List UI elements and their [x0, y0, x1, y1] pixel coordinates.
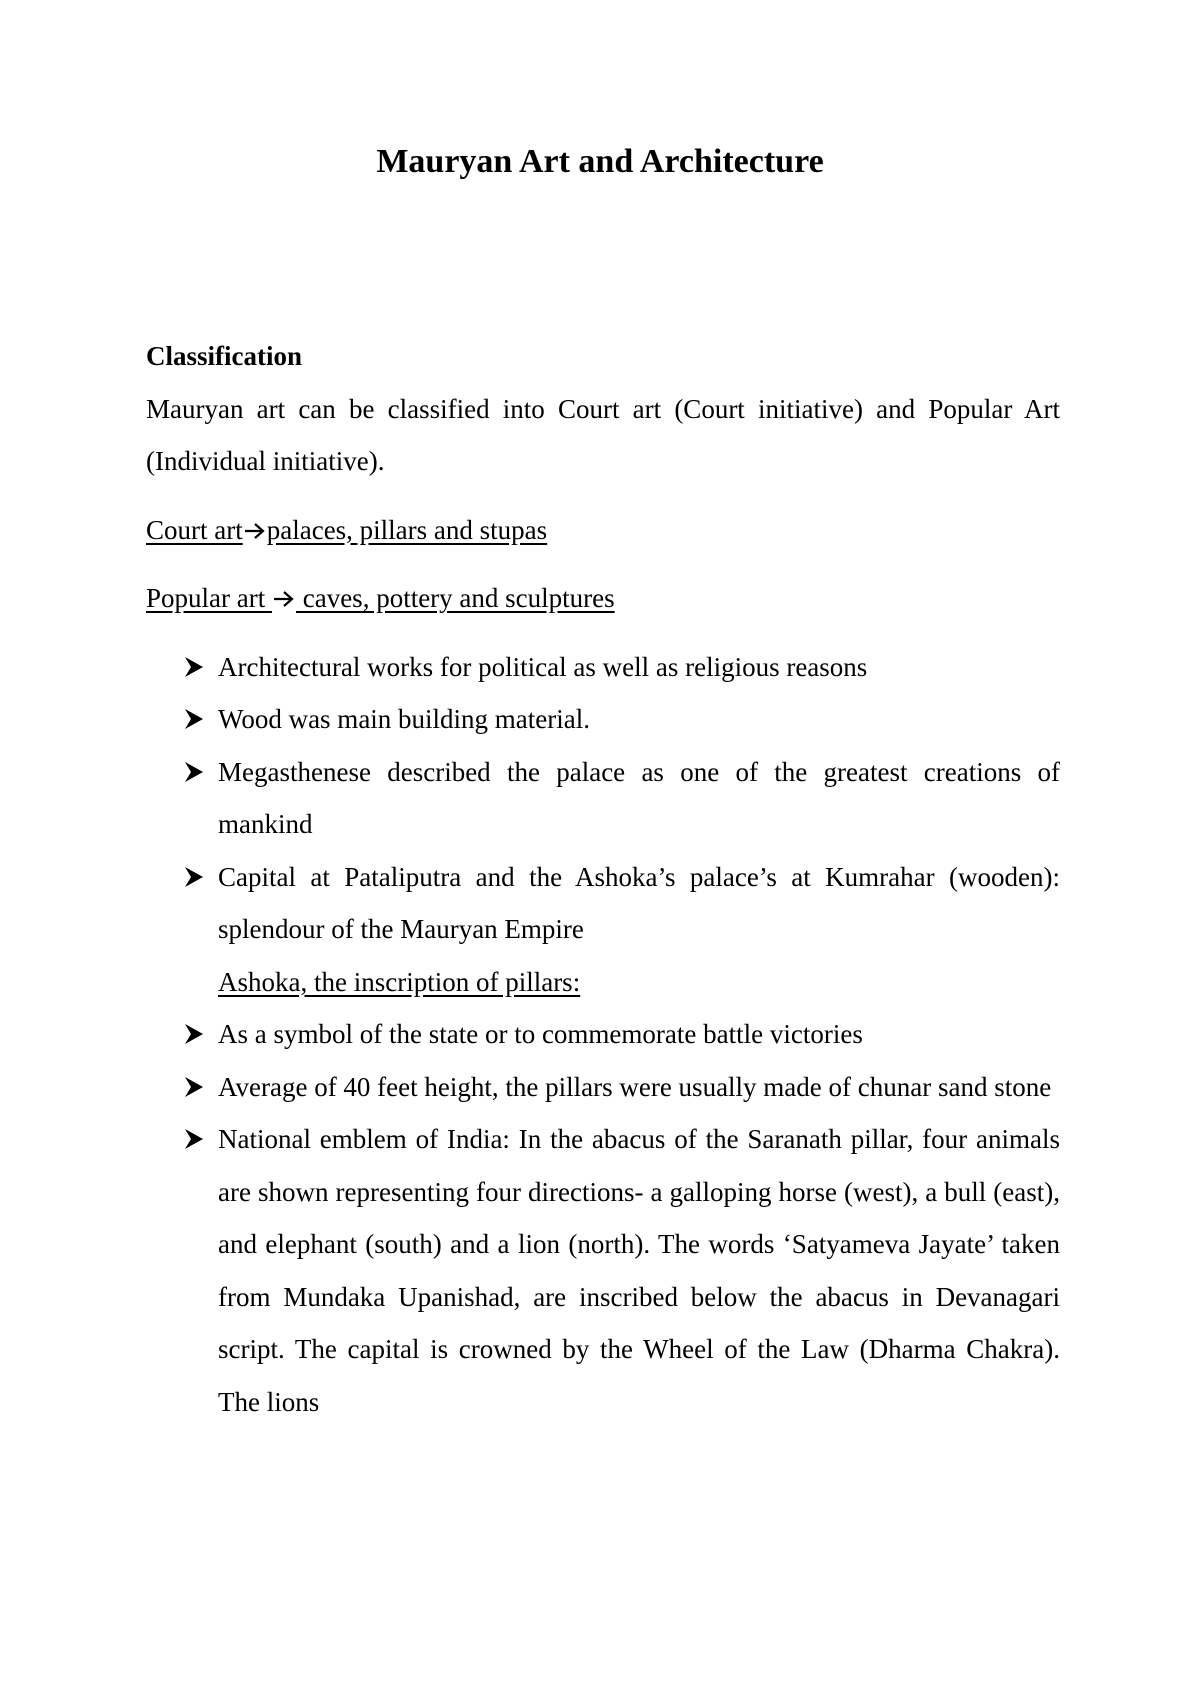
right-arrow-icon: [272, 589, 296, 609]
list-item: [146, 851, 1060, 956]
list-item-text: Megasthenese described the palace as one of the greatest creations of mankind: [218, 756, 1060, 839]
list-item: [146, 1061, 1060, 1114]
popular-art-items: caves, pottery and sculptures: [295, 583, 615, 613]
document-body: [146, 330, 1060, 1428]
court-art-line: [146, 504, 1060, 557]
court-art-label: Court art: [146, 514, 243, 545]
list-item-text: As a symbol of the state or to commemorate battle victories: [218, 1019, 863, 1049]
list-item: [146, 1113, 1060, 1428]
arrowhead-bullet-icon: [184, 1061, 206, 1113]
intro-paragraph: Mauryan art can be classified into Court art (Court initiative) and Popular Art (Individual initiative).: [146, 393, 1060, 476]
pillars-subheading-text: Ashoka, the inscription of pillars:: [218, 966, 581, 997]
popular-art-line: [146, 572, 1060, 625]
bullet-list-pillars: [146, 1008, 1060, 1428]
list-item: [146, 641, 1060, 694]
list-item-text: Average of 40 feet height, the pillars were usually made of chunar sand stone: [218, 1071, 1052, 1102]
popular-art-label: Popular art: [146, 583, 272, 613]
list-item-text: Capital at Pataliputra and the Ashoka’s palace’s at Kumrahar (wooden): splendour of the Mauryan Empire: [218, 861, 1060, 944]
list-item: [146, 693, 1060, 746]
court-art-items: palaces, pillars and stupas: [266, 514, 548, 545]
arrowhead-bullet-icon: [184, 746, 206, 798]
list-item: [146, 746, 1060, 851]
arrowhead-bullet-icon: [184, 1008, 206, 1060]
arrowhead-bullet-icon: [184, 1113, 206, 1165]
list-item-text: Wood was main building material.: [218, 704, 591, 734]
list-item: [146, 1008, 1060, 1061]
right-arrow-icon: [243, 521, 267, 541]
arrowhead-bullet-icon: [184, 693, 206, 745]
page-title: Mauryan Art and Architecture: [376, 143, 824, 180]
section-heading: Classification: [146, 341, 303, 371]
list-item-text: Architectural works for political as well as religious reasons: [218, 651, 868, 682]
list-item-text: National emblem of India: In the abacus of the Saranath pillar, four animals are shown representing four directions- a galloping horse (west), a bull (east), and elephant (south) and a lion (north). The words ‘Satyameva Jayate’ taken from Mundaka Upanishad, are inscribed below the abacus in Devanagari script. The capital is crowned by the Wheel of the Law (Dharma Chakra). The lions: [218, 1124, 1060, 1417]
arrowhead-bullet-icon: [184, 851, 206, 903]
pillars-subheading: [146, 956, 1060, 1009]
arrowhead-bullet-icon: [184, 641, 206, 693]
bullet-list-architecture: [146, 641, 1060, 956]
